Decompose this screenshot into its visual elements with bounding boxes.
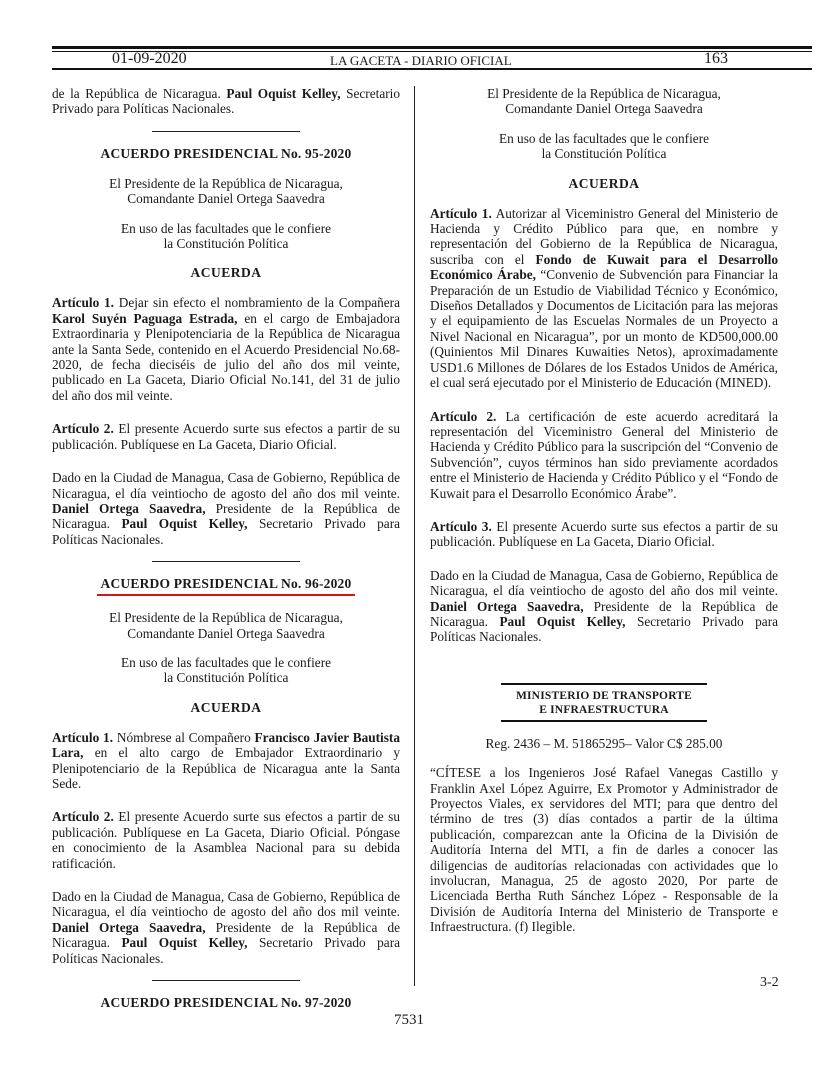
decree-95-powers: En uso de las facultades que le confiere la Constitución Política — [120, 220, 332, 252]
decree-96-title: ACUERDO PRESIDENCIAL No. 96-2020 — [52, 576, 400, 596]
publication-mark: 3-2 — [760, 975, 779, 990]
decree-97-title: ACUERDO PRESIDENCIAL No. 97-2020 — [100, 995, 352, 1011]
column-divider — [414, 86, 415, 986]
header-rule — [52, 46, 812, 49]
decree-96-article-2: Artículo 2. El presente Acuerdo surte sus efectos a partir de su publicación. Publíquese en La Gaceta, Diario Oficial. Póngase en conocimiento de la Asamblea Nacional para su debida ratificación. — [52, 809, 400, 871]
ministry-title: MINISTERIO DE TRANSPORTE E INFRAESTRUCTURA — [515, 689, 693, 716]
citation-notice: “CÍTESE a los Ingenieros José Rafael Vanegas Castillo y Franklin Axel López Aguirre, Ex Promotor y Administrador de Proyectos Viales, ex servidores del MTI; para que dentro del término de tres (3) días contados a partir de la última publicación, comparezcan ante la Oficina de la División de Auditoría Interna del MTI, a fin de darles a conocer las diligencias de auditorías relacionadas con actividades que lo involucran, Managua, 25 de agosto 2020, Por parte de Licenciada Bertha Ruth Sánchez López - Responsable de la División de Auditoría Interna del Ministerio de Transporte e Infraestructura. (f) Ilegible. — [430, 765, 778, 935]
decree-kuwait-article-3: Artículo 3. El presente Acuerdo surte sus efectos a partir de su publicación. Publíquese en La Gaceta, Diario Oficial. — [430, 518, 778, 550]
decree-95-acuerda: ACUERDA — [190, 265, 262, 281]
continuation-text: de la República de Nicaragua. Paul Oquist Kelley, Secretario Privado para Políticas Nacionales. — [52, 86, 401, 117]
decree-95-article-1: Artículo 1. Dejar sin efecto el nombramiento de la Compañera Karol Suyén Paguaga Estrada, en el cargo de Embajadora Extraordinaria y Plenipotenciaria de la República de Nicaragua ante la Santa Sede, contenido en el Acuerdo Presidencial No.68-2020, de fecha dieciséis de julio del año dos mil veinte, publicado en La Gaceta, Diario Oficial No.141, del 31 de julio del año dos mil veinte. — [52, 295, 400, 403]
header-bottom-rule — [52, 68, 812, 70]
ministry-header-box — [501, 683, 707, 722]
decree-96-acuerda: ACUERDA — [190, 699, 262, 715]
decree-96-powers: En uso de las facultades que le confiere la Constitución Política — [120, 654, 332, 686]
header-date: 01-09-2020 — [112, 50, 187, 67]
decree-96-intro: El Presidente de la República de Nicaragua, Comandante Daniel Ortega Saavedra — [109, 610, 343, 641]
header-page-number: 163 — [704, 50, 728, 67]
decree-kuwait-intro: El Presidente de la República de Nicaragua, Comandante Daniel Ortega Saavedra — [487, 86, 721, 117]
decree-95-title: ACUERDO PRESIDENCIAL No. 95-2020 — [100, 145, 352, 161]
decree-95-article-2: Artículo 2. El presente Acuerdo surte sus efectos a partir de su publicación. Publíquese en La Gaceta, Diario Oficial. — [52, 421, 400, 452]
folio-number: 7531 — [394, 1012, 424, 1028]
decree-kuwait-signature: Dado en la Ciudad de Managua, Casa de Gobierno, República de Nicaragua, el día veintiocho de agosto del año dos mil veinte. Daniel Ortega Saavedra, Presidente de la República de Nicaragua. Paul Oquist Kelley, Secretario Privado para Políticas Nacionales. — [430, 567, 779, 645]
left-column — [52, 86, 400, 1011]
decree-96-article-1: Artículo 1. Nómbrese al Compañero Francisco Javier Bautista Lara, en el alto cargo de Embajador Extraordinario y Plenipotenciario de la República de Nicaragua ante la Santa Sede. — [52, 729, 401, 791]
decree-kuwait-acuerda: ACUERDA — [568, 175, 640, 191]
header-publication: LA GACETA - DIARIO OFICIAL — [330, 53, 512, 68]
decree-kuwait-powers: En uso de las facultades que le confiere la Constitución Política — [498, 130, 710, 162]
decree-95-intro: El Presidente de la República de Nicaragua, Comandante Daniel Ortega Saavedra — [109, 175, 343, 207]
decree-kuwait-article-2: Artículo 2. La certificación de este acuerdo acreditará la representación del Viceministro General del Ministerio de Hacienda y Crédito Público para la suscripción del “Convenio de Subvención”, cuyos términos han sido previamente acordados entre el Ministerio de Hacienda y Crédito Público y el “Fondo de Kuwait para el Desarrollo Económico Árabe”. — [430, 408, 778, 501]
decree-kuwait-article-1: Artículo 1. Autorizar al Viceministro General del Ministerio de Hacienda y Crédito Público para que, en nombre y representación del Gobierno de la República de Nicaragua, suscriba con el Fondo de Kuwait para el Desarrollo Económico Árabe, “Convenio de Subvención para Financiar la Preparación de un Estudio de Viabilidad Técnico y Económico, Diseños Detallados y Documentos de Licitación para las mejoras y el equipamiento de las Escuelas Normales de un Proyecto a Nivel Nacional en Nicaragua”, por un monto de KD500,000.00 (Quinientos Mil Dinares Kuwaities Netos), aproximadamente USD1.6 Millones de Dólares de los Estados Unidos de América, el cual será ejecutado por el Ministerio de Educación (MINED). — [430, 205, 778, 391]
decree-96-signature: Dado en la Ciudad de Managua, Casa de Gobierno, República de Nicaragua, el día veintiocho de agosto del año dos mil veinte. Daniel Ortega Saavedra, Presidente de la República de Nicaragua. Paul Oquist Kelley, Secretario Privado para Políticas Nacionales. — [52, 889, 401, 966]
registration-line: Reg. 2436 – M. 51865295– Valor C$ 285.00 — [485, 735, 723, 751]
decree-95-signature: Dado en la Ciudad de Managua, Casa de Gobierno, República de Nicaragua, el día veintiocho de agosto del año dos mil veinte. Daniel Ortega Saavedra, Presidente de la República de Nicaragua. Paul Oquist Kelley, Secretario Privado para Políticas Nacionales. — [52, 470, 401, 547]
right-column — [430, 86, 778, 935]
